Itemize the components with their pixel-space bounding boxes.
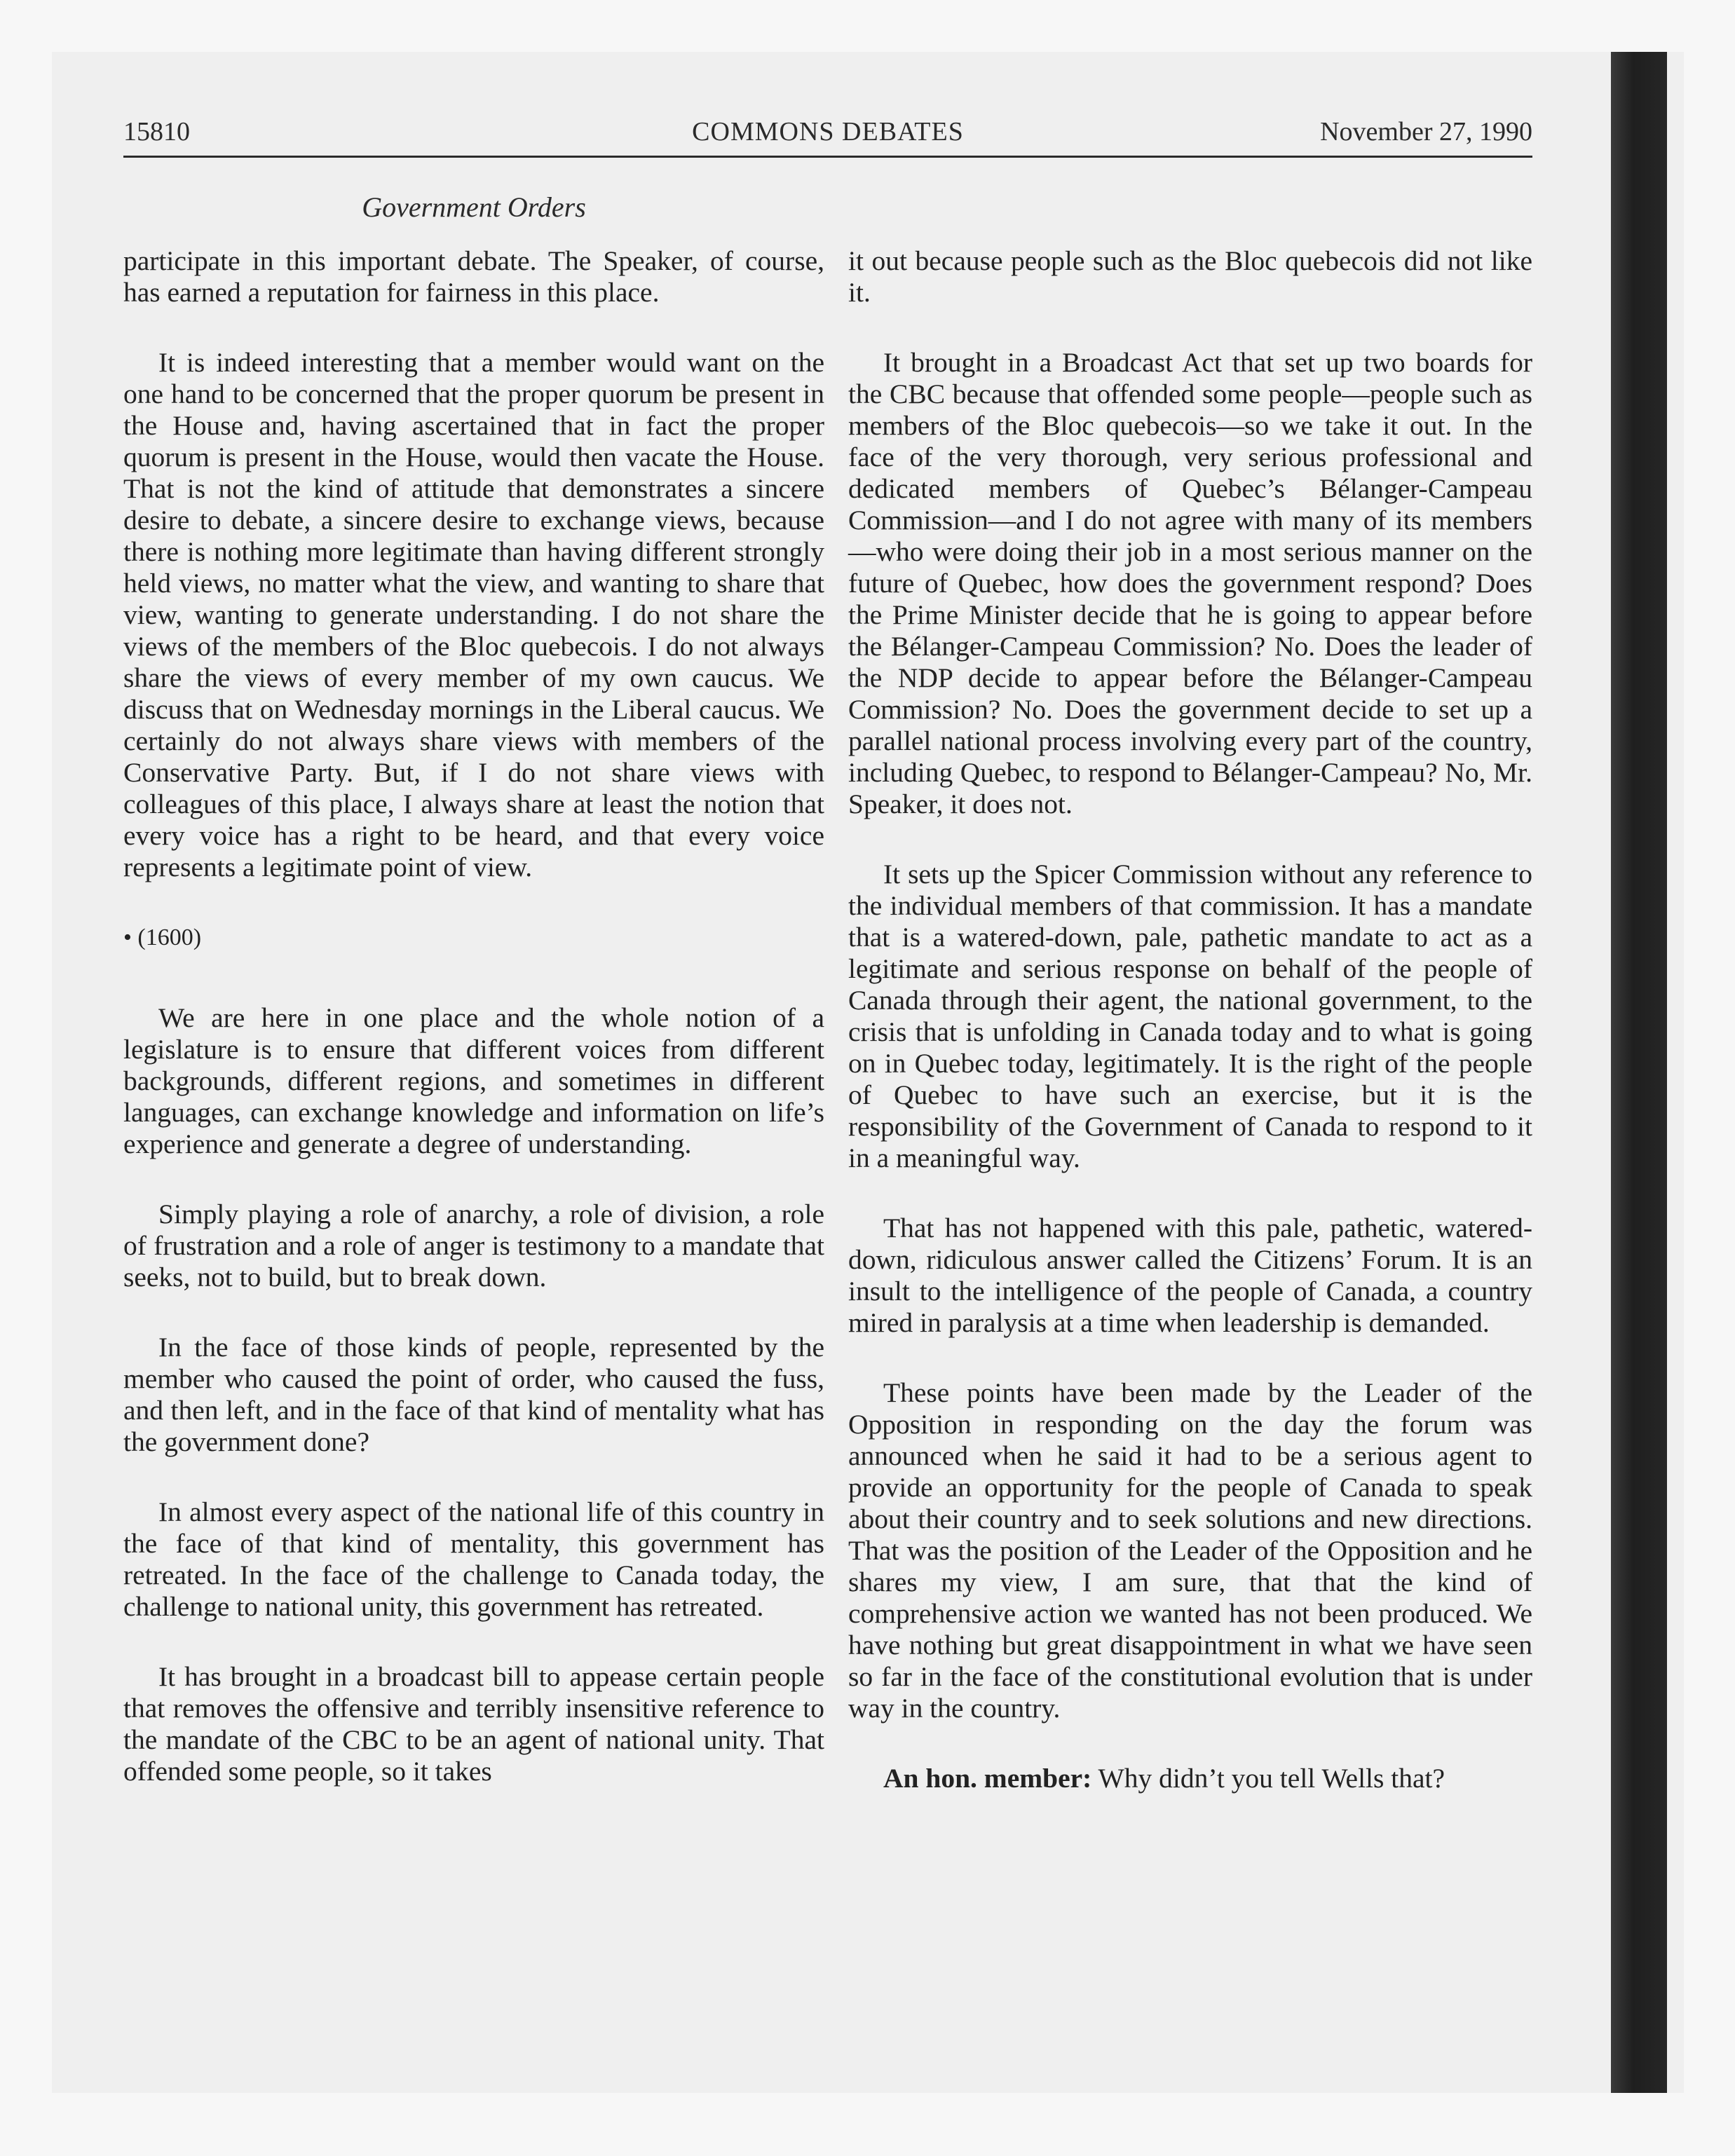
right-column xyxy=(848,245,1532,1833)
paragraph: It brought in a Broadcast Act that set up two boards for the CBC because that offended some people—people such as members of the Bloc quebecois—so we take it out. In the face of the very thorough, very serious professional and dedicated members of Quebec’s Bélanger-Campeau Commission—and I do not agree with many of its members—who were doing their job in a most serious manner on the future of Quebec, how does the government respond? Does the Prime Minister decide that he is going to appear before the Bélanger-Campeau Commission? No. Does the leader of the NDP decide to appear before the Bélanger-Campeau Commission? No. Does the government decide to set up a parallel national process involving every part of the country, including Quebec, to respond to Bélanger-Campeau? No, Mr. Speaker, it does not. xyxy=(848,347,1532,819)
interjection-speaker: An hon. member: xyxy=(883,1763,1092,1794)
paragraph: It sets up the Spicer Commission without any reference to the individual members of that commission. It has a mandate that is a watered-down, pale, pathetic mandate to act as a legitimate and serious response on behalf of the people of Canada through their agent, the national government, to the crisis that is unfolding in Canada today and to what is going on in Quebec today, legitimately. It is the right of the people of Quebec to have such an exercise, but it is the responsibility of the Government of Canada to respond to it in a meaningful way. xyxy=(848,859,1532,1173)
paragraph: That has not happened with this pale, pathetic, watered-down, ridiculous answer called the Citizens’ Forum. It is an insult to the intelligence of the people of Canada, a country mired in paralysis at a time when leadership is demanded. xyxy=(848,1213,1532,1338)
paragraph: These points have been made by the Leader of the Opposition in responding on the day the forum was announced when he said it had to be a serious agent to provide an opportunity for the people of Canada to speak about their country and to seek solutions and new directions. That was the position of the Leader of the Opposition and he shares my view, I am sure, that that the kind of comprehensive action we wanted has not been produced. We have nothing but great disappointment in what we have seen so far in the face of the constitutional evolution that is under way in the country. xyxy=(848,1377,1532,1724)
journal-title: COMMONS DEBATES xyxy=(692,117,964,146)
paragraph: It is indeed interesting that a member would want on the one hand to be concerned that the proper quorum be present in the House and, having ascertained that in fact the proper quorum is present in the House, would then vacate the House. That is not the kind of attitude that demonstrates a sincere desire to debate, a sincere desire to exchange views, because there is nothing more legitimate than having different strongly held views, no matter what the view, and wanting to share that view, wanting to generate understanding. I do not share the views of the members of the Bloc quebecois. I do not always share the views of every member of my own caucus. We discuss that on Wednesday mornings in the Liberal caucus. We certainly do not always share views with members of the Conservative Party. But, if I do not share views with colleagues of this place, I always share at least the notion that every voice has a right to be heard, and that every voice represents a legitimate point of view. xyxy=(123,347,824,882)
header-date: November 27, 1990 xyxy=(1320,117,1532,146)
interjection xyxy=(848,1763,1532,1794)
binding-edge xyxy=(1611,52,1667,2093)
left-column xyxy=(123,245,824,1826)
header-rule xyxy=(123,156,1532,158)
interjection-text: Why didn’t you tell Wells that? xyxy=(1098,1763,1445,1794)
section-title: Government Orders xyxy=(362,191,586,223)
paragraph: In the face of those kinds of people, represented by the member who caused the point of order, who caused the fuss, and then left, and in the face of that kind of mentality what has the government done? xyxy=(123,1332,824,1457)
page-number: 15810 xyxy=(123,117,190,146)
paragraph: Simply playing a role of anarchy, a role of division, a role of frustration and a role of anger is testimony to a mandate that seeks, not to build, but to break down. xyxy=(123,1199,824,1292)
time-marker: • (1600) xyxy=(123,925,202,950)
paragraph: In almost every aspect of the national life of this country in the face of that kind of mentality, this government has retreated. In the face of the challenge to Canada today, the challenge to national unity, this government has retreated. xyxy=(123,1496,824,1622)
paragraph: It has brought in a broadcast bill to appease certain people that removes the offensive and terribly insensitive reference to the mandate of the CBC to be an agent of national unity. That offended some people, so it takes xyxy=(123,1661,824,1787)
paragraph: We are here in one place and the whole notion of a legislature is to ensure that different voices from different backgrounds, different regions, and sometimes in different languages, can exchange knowledge and information on life’s experience and generate a degree of understanding. xyxy=(123,1002,824,1159)
paragraph: participate in this important debate. The Speaker, of course, has earned a reputation for fairness in this place. xyxy=(123,245,824,308)
paragraph: it out because people such as the Bloc quebecois did not like it. xyxy=(848,245,1532,308)
running-header xyxy=(123,116,1532,158)
